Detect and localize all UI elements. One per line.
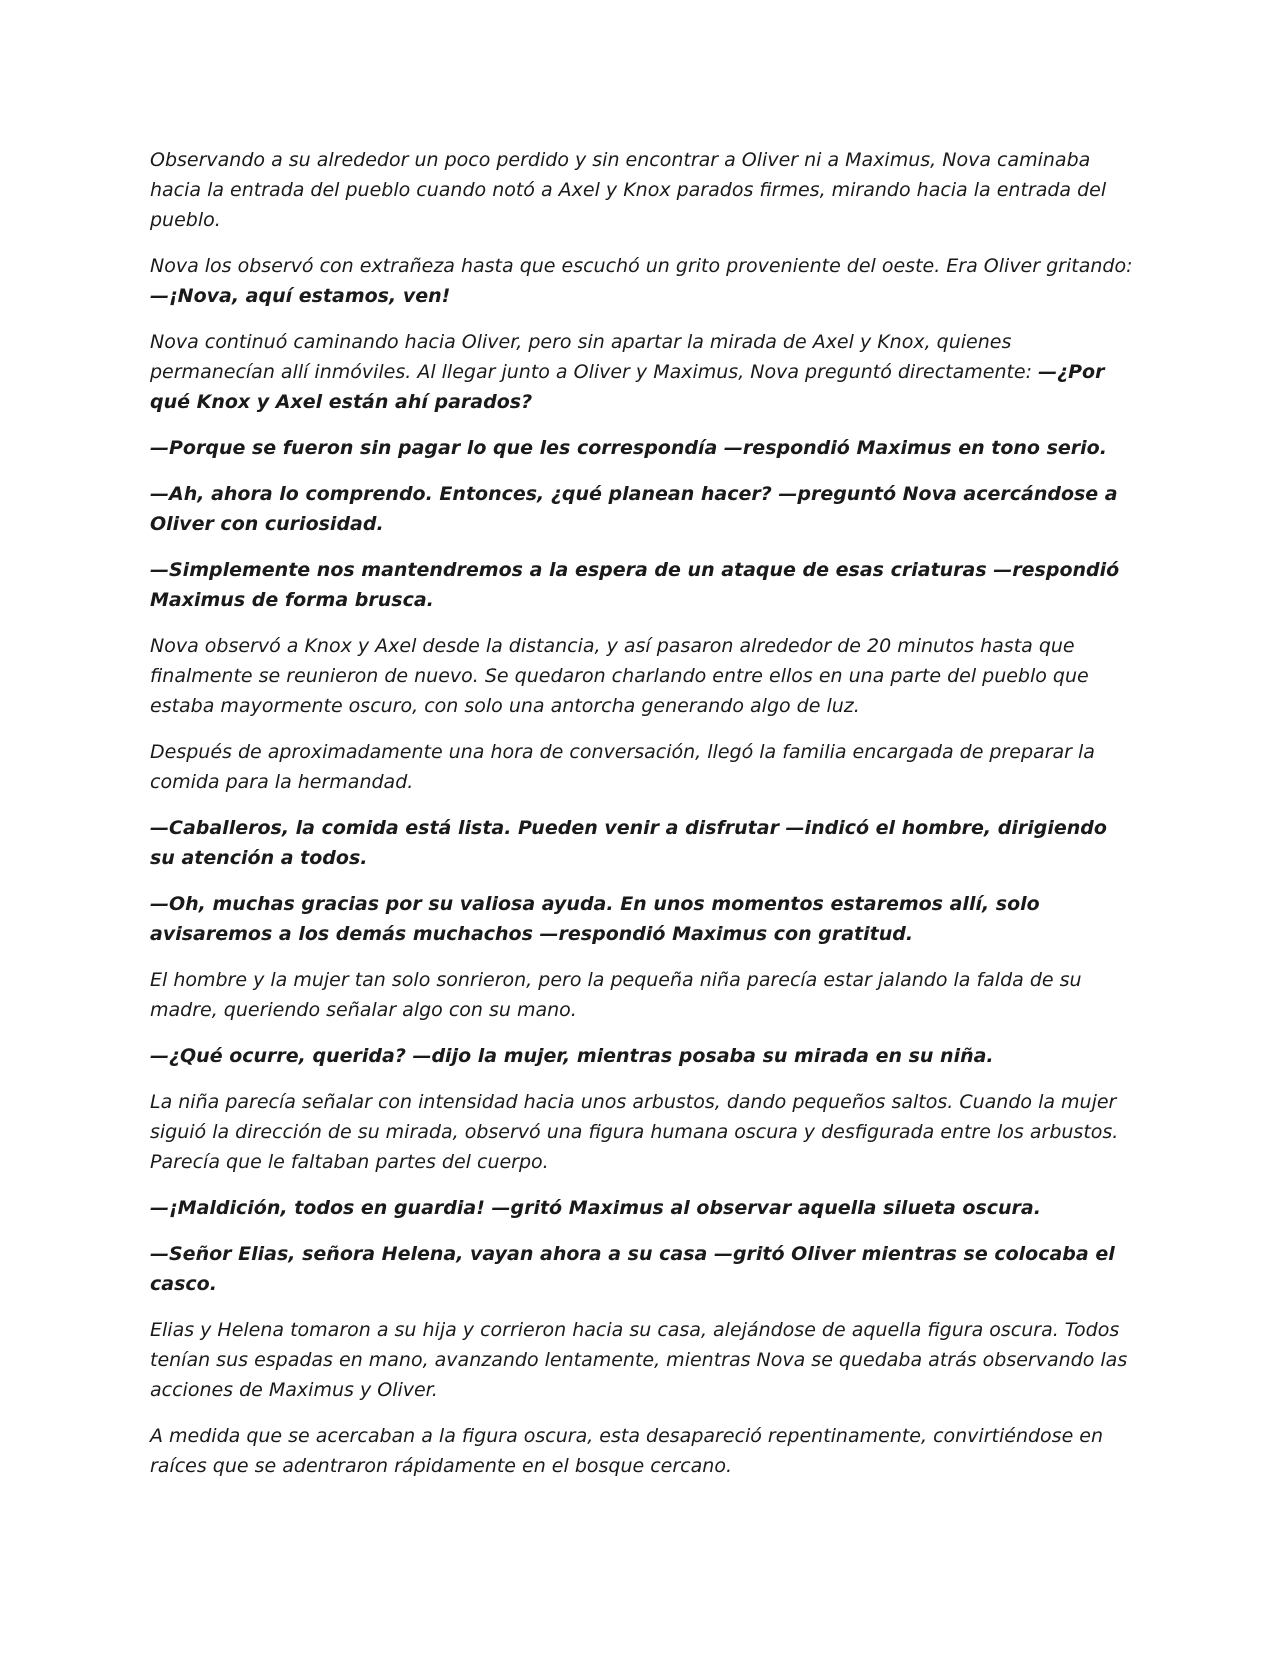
paragraph-10: —Oh, muchas gracias por su valiosa ayuda. En unos momentos estaremos allí, solo avisaremos a los demás muchachos —respondió Maximus con gratitud. — [150, 893, 1040, 945]
paragraph-14: —¡Maldición, todos en guardia! —gritó Maximus al observar aquella silueta oscura. — [150, 1197, 1041, 1219]
paragraph-2 — [150, 251, 1135, 311]
paragraph-1: Observando a su alrededor un poco perdido y sin encontrar a Oliver ni a Maximus, Nova caminaba hacia la entrada del pueblo cuando notó a Axel y Knox parados firmes, mirando hacia la entrada del pueblo. — [150, 149, 1107, 231]
paragraph-2-dialogue: —¡Nova, aquí estamos, ven! — [150, 285, 451, 307]
paragraph-3-dialogue: —¿Por qué Knox y Axel están ahí parados? — [150, 361, 1105, 413]
paragraph-4: —Porque se fueron sin pagar lo que les correspondía —respondió Maximus en tono serio. — [150, 437, 1107, 459]
paragraph-13: La niña parecía señalar con intensidad hacia unos arbustos, dando pequeños saltos. Cuando la mujer siguió la dirección de su mirada, observó una figura humana oscura y desfigurada entre los arbustos. Parecía que le faltaban partes del cuerpo. — [150, 1091, 1119, 1173]
paragraph-3-narration: Nova continuó caminando hacia Oliver, pero sin apartar la mirada de Axel y Knox, quienes permanecían allí inmóviles. Al llegar junto a Oliver y Maximus, Nova preguntó directamente: — [150, 331, 1039, 383]
paragraph-16: Elias y Helena tomaron a su hija y corrieron hacia su casa, alejándose de aquella figura oscura. Todos tenían sus espadas en mano, avanzando lentamente, mientras Nova se quedaba atrás observando las acciones de Maximus y Oliver. — [150, 1319, 1128, 1401]
paragraph-12: —¿Qué ocurre, querida? —dijo la mujer, mientras posaba su mirada en su niña. — [150, 1045, 994, 1067]
paragraph-17: A medida que se acercaban a la figura oscura, esta desapareció repentinamente, convirtiéndose en raíces que se adentraron rápidamente en el bosque cercano. — [150, 1425, 1104, 1477]
document-page — [150, 145, 1135, 1497]
paragraph-7: Nova observó a Knox y Axel desde la distancia, y así pasaron alrededor de 20 minutos hasta que finalmente se reunieron de nuevo. Se quedaron charlando entre ellos en una parte del pueblo que estaba mayormente oscuro, con solo una antorcha generando algo de luz. — [150, 635, 1089, 717]
paragraph-15: —Señor Elias, señora Helena, vayan ahora a su casa —gritó Oliver mientras se colocaba el casco. — [150, 1243, 1115, 1295]
paragraph-3 — [150, 327, 1135, 417]
paragraph-9: —Caballeros, la comida está lista. Pueden venir a disfrutar —indicó el hombre, dirigiendo su atención a todos. — [150, 817, 1107, 869]
paragraph-2-narration: Nova los observó con extrañeza hasta que escuchó un grito proveniente del oeste. Era Oliver gritando: — [150, 255, 1133, 277]
paragraph-6: —Simplemente nos mantendremos a la espera de un ataque de esas criaturas —respondió Maximus de forma brusca. — [150, 559, 1120, 611]
paragraph-5: —Ah, ahora lo comprendo. Entonces, ¿qué planean hacer? —preguntó Nova acercándose a Oliver con curiosidad. — [150, 483, 1118, 535]
paragraph-11: El hombre y la mujer tan solo sonrieron, pero la pequeña niña parecía estar jalando la falda de su madre, queriendo señalar algo con su mano. — [150, 969, 1082, 1021]
paragraph-8: Después de aproximadamente una hora de conversación, llegó la familia encargada de preparar la comida para la hermandad. — [150, 741, 1095, 793]
